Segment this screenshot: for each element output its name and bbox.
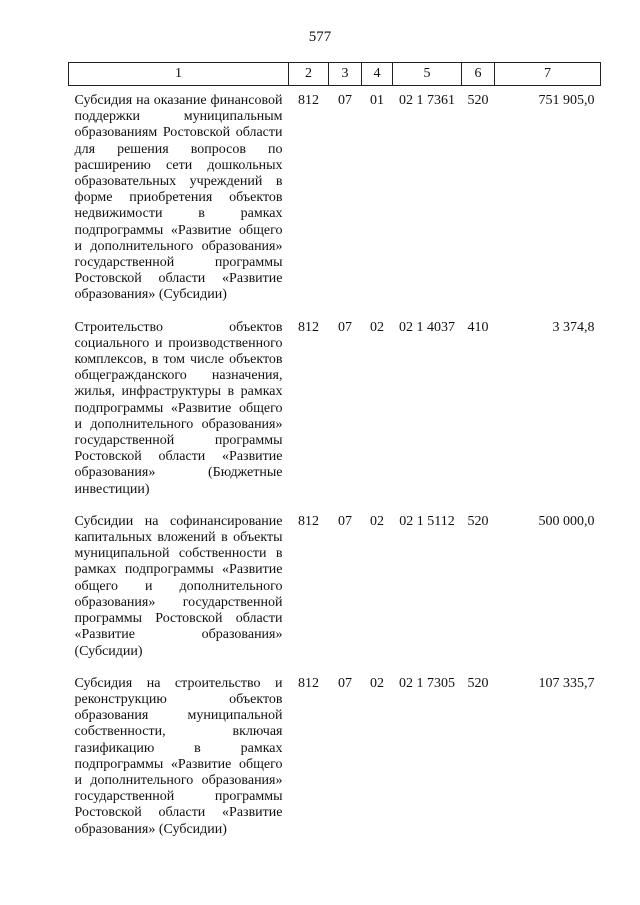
row-amount: 500 000,0 [538, 513, 595, 529]
column-number-2: 2 [289, 63, 329, 86]
row-target-code: 02 1 4037 [399, 319, 455, 335]
row-ministry-code: 812 [298, 93, 319, 108]
row-description: Субсидия на оказание финансовой поддержки муниципальным образованиям Ростовской области для решения вопросов по расширению сети дошкольных образовательных учреждений в форме приобретения объектов недвижимости в рамках подпрограммы «Развитие общего и дополнительного образования» государственной программы Ростовской области «Развитие образования» (Субсидии) [74, 93, 283, 303]
row-description: Субсидия на строительство и реконструкцию объектов образования муниципальной собственности, включая газификацию в рамках подпрограммы «Развитие общего и дополнительного образования» государственной программы Ростовской области «Развитие образования» (Субсидии) [74, 675, 283, 837]
row-subsection-code: 02 [370, 319, 384, 335]
row-section-code: 07 [338, 93, 352, 108]
row-type-code: 520 [467, 513, 489, 529]
row-amount: 3 374,8 [552, 319, 595, 335]
budget-table [68, 62, 601, 854]
row-section-code: 07 [338, 319, 352, 335]
row-amount: 751 905,0 [538, 93, 595, 108]
row-ministry-code: 812 [298, 319, 319, 335]
row-type-code: 410 [467, 319, 489, 335]
row-description: Строительство объектов социального и производственного комплексов, в том числе объектов общегражданского назначения, жилья, инфраструктуры в рамках подпрограммы «Развитие общего и дополнительного образования» государственной программы Ростовской области «Развитие образования» (Бюджетные инвестиции) [74, 319, 283, 497]
row-amount: 107 335,7 [538, 675, 595, 691]
row-target-code: 02 1 5112 [399, 513, 455, 529]
column-number-6: 6 [462, 63, 495, 86]
row-description: Субсидии на софинансирование капитальных вложений в объекты муниципальной собственности в рамках подпрограммы «Развитие общего и дополнительного образования» государственной программы Ростовской области «Развитие образования» (Субсидии) [74, 513, 283, 659]
row-ministry-code: 812 [298, 513, 319, 529]
column-number-header-row [69, 63, 601, 86]
row-type-code: 520 [467, 675, 489, 691]
column-number-4: 4 [362, 63, 393, 86]
row-type-code: 520 [467, 93, 489, 108]
row-target-code: 02 1 7305 [399, 675, 455, 691]
row-subsection-code: 02 [370, 675, 384, 691]
row-section-code: 07 [338, 675, 352, 691]
table-row [69, 676, 601, 854]
column-number-3: 3 [329, 63, 362, 86]
page-number: 577 [308, 29, 332, 45]
row-ministry-code: 812 [298, 675, 319, 691]
row-section-code: 07 [338, 513, 352, 529]
table-row [69, 320, 601, 514]
table-row [69, 514, 601, 676]
column-number-5: 5 [393, 63, 462, 86]
row-target-code: 02 1 7361 [399, 93, 455, 108]
row-subsection-code: 02 [370, 513, 384, 529]
row-subsection-code: 01 [370, 93, 384, 108]
table-row [69, 93, 601, 320]
column-number-1: 1 [69, 63, 289, 86]
column-number-7: 7 [495, 63, 601, 86]
